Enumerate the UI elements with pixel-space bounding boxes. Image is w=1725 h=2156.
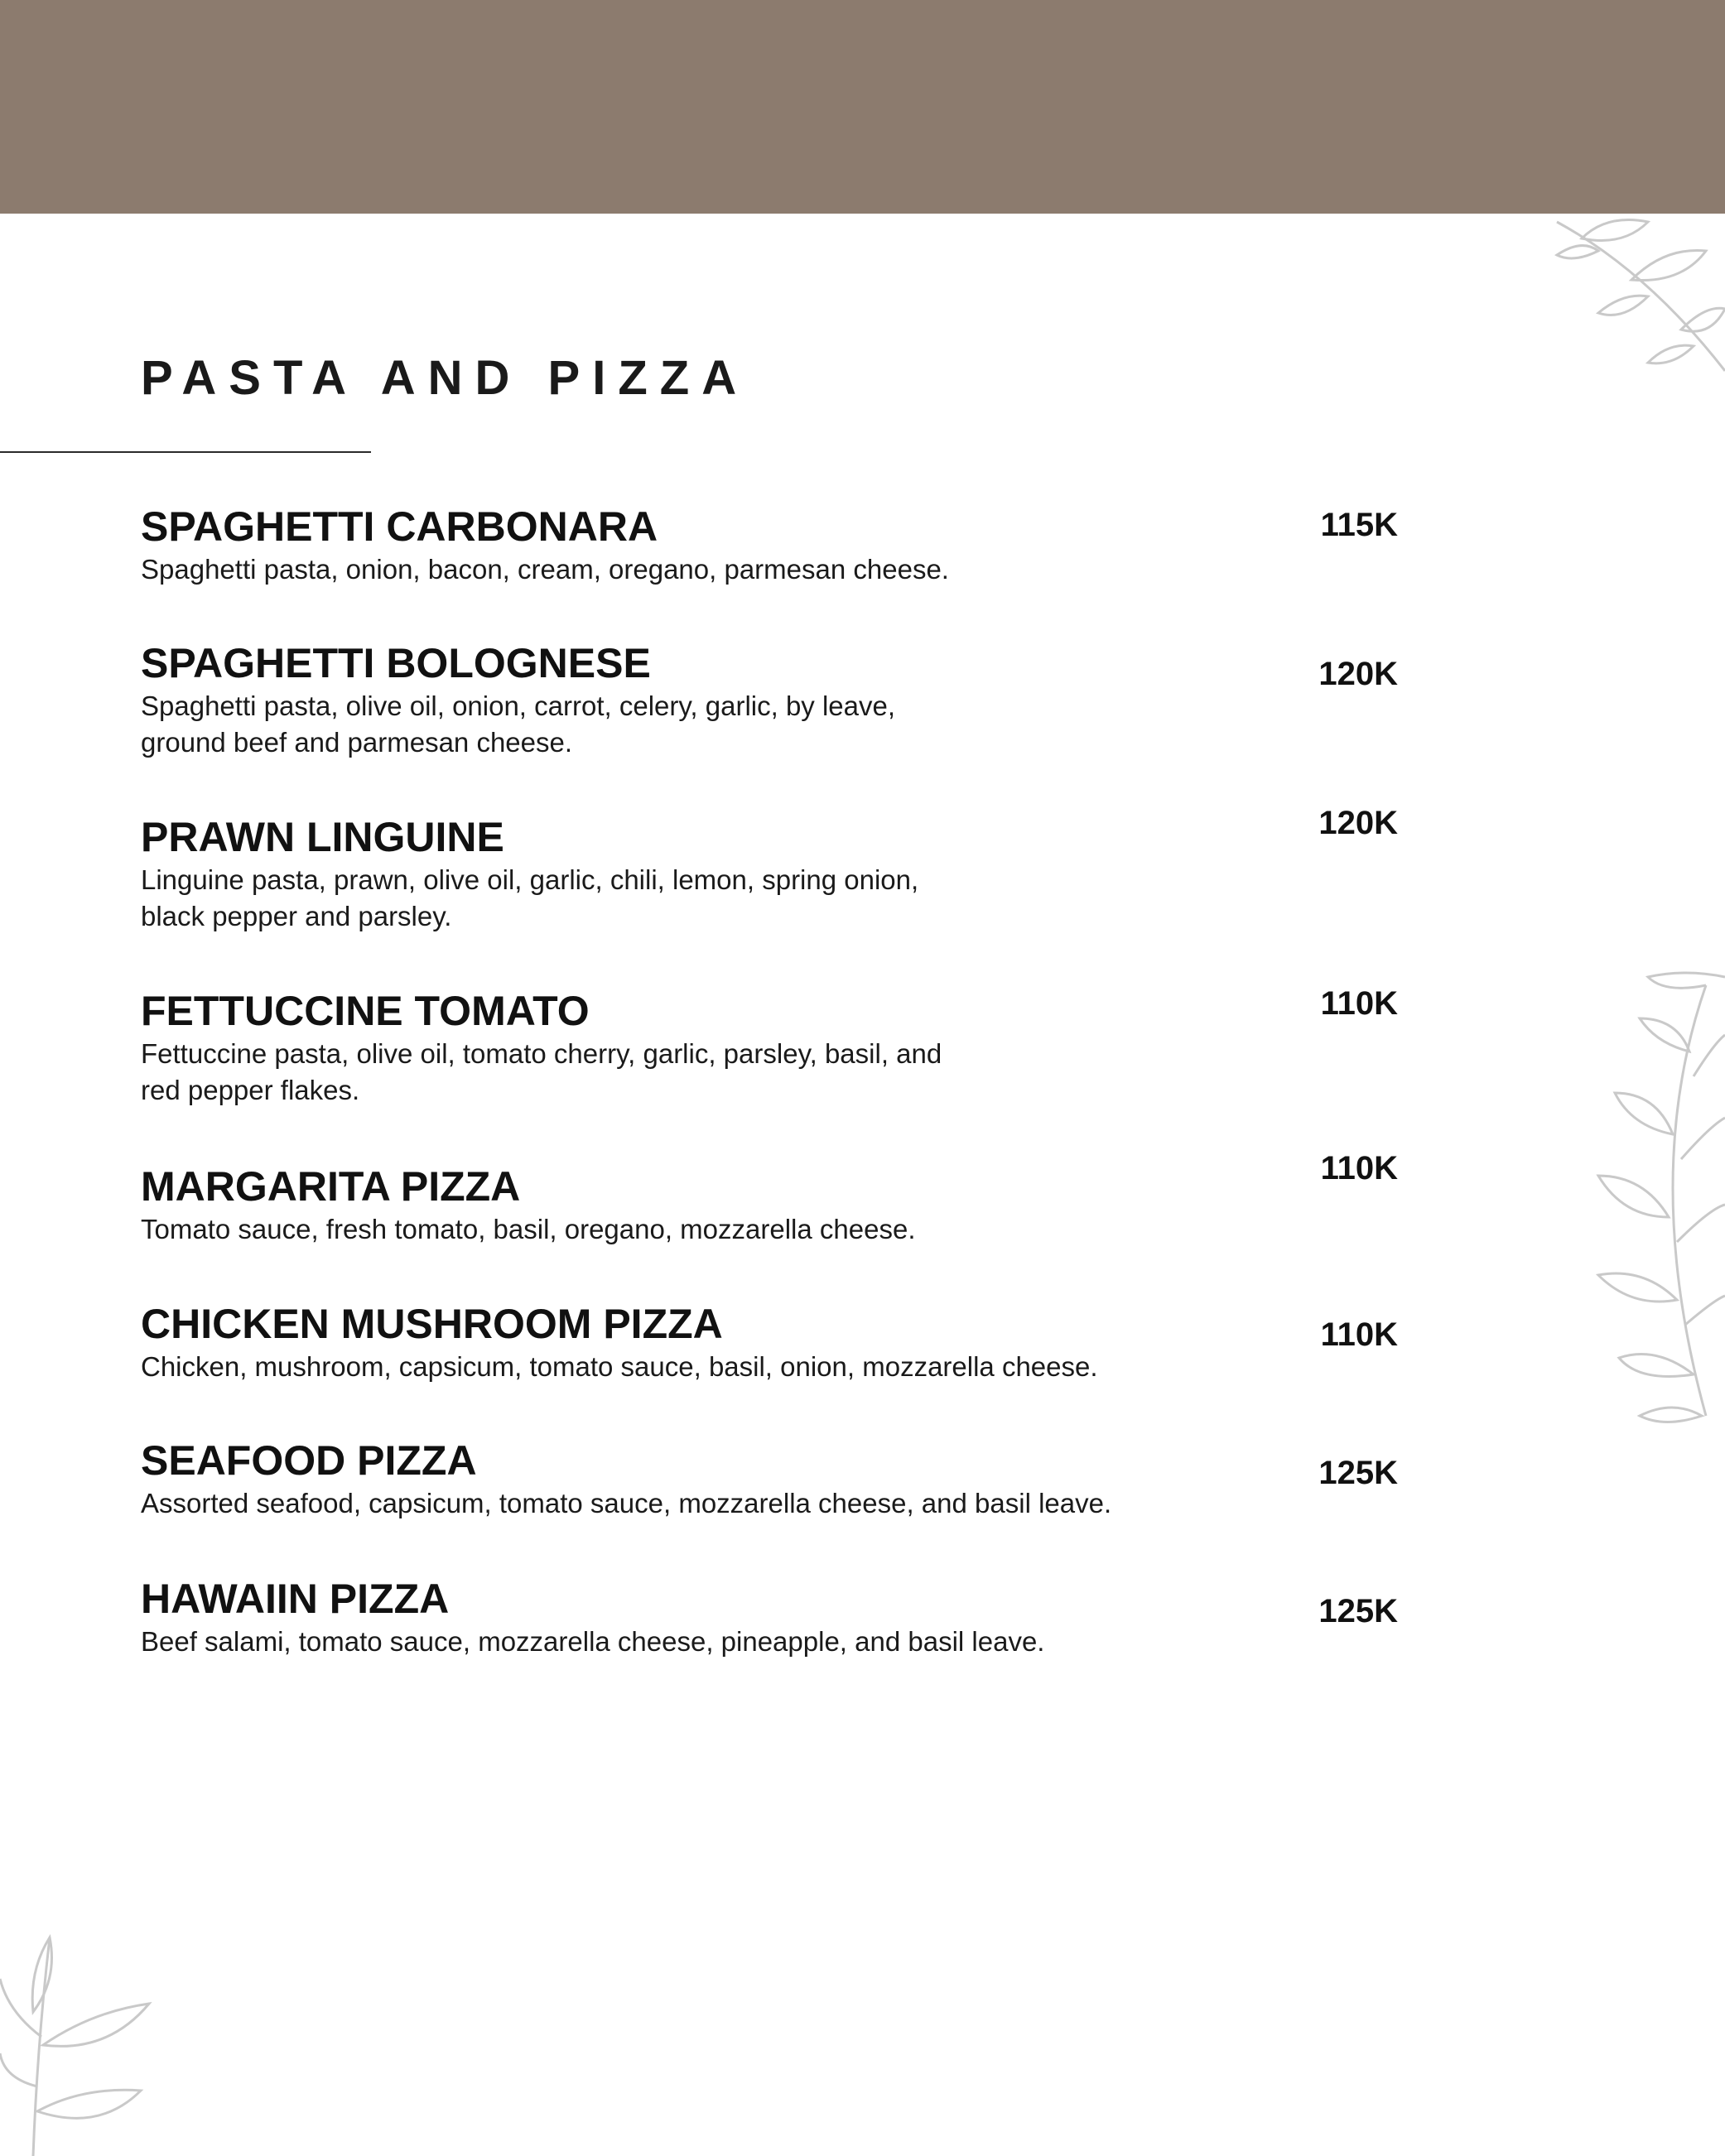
- item-description: Spaghetti pasta, olive oil, onion, carrot, celery, garlic, by leave, ground beef and parmesan cheese.: [141, 691, 896, 758]
- item-name: SPAGHETTI BOLOGNESE: [141, 640, 651, 686]
- item-price: 125K: [1318, 1455, 1398, 1491]
- item-price: 110K: [1320, 1150, 1398, 1186]
- menu-item: [141, 988, 1433, 1109]
- menu-item: [141, 1301, 1433, 1385]
- item-name: MARGARITA PIZZA: [141, 1163, 521, 1210]
- item-price: 120K: [1318, 656, 1398, 692]
- item-price: 120K: [1318, 805, 1398, 841]
- title-divider: [0, 451, 371, 453]
- leaf-branch-bottom-left-icon: [0, 1921, 157, 2156]
- header-band: [0, 0, 1725, 214]
- item-price: 115K: [1320, 507, 1398, 543]
- item-name: SEAFOOD PIZZA: [141, 1437, 477, 1484]
- leaf-branch-right-icon: [1540, 969, 1725, 1432]
- item-description: Tomato sauce, fresh tomato, basil, oregano, mozzarella cheese.: [141, 1214, 916, 1244]
- menu-item: [141, 640, 1433, 761]
- item-description: Fettuccine pasta, olive oil, tomato cherry, garlic, parsley, basil, and red pepper flakes.: [141, 1038, 942, 1105]
- menu-item: [141, 814, 1433, 935]
- menu-item: [141, 1576, 1433, 1660]
- item-name: HAWAIIN PIZZA: [141, 1576, 450, 1622]
- item-name: FETTUCCINE TOMATO: [141, 988, 590, 1034]
- item-description: Spaghetti pasta, onion, bacon, cream, oregano, parmesan cheese.: [141, 554, 949, 585]
- item-price: 125K: [1318, 1593, 1398, 1629]
- item-name: PRAWN LINGUINE: [141, 814, 504, 860]
- page-title: PASTA AND PIZZA: [141, 351, 749, 405]
- menu-item: [141, 503, 1433, 588]
- item-description: Assorted seafood, capsicum, tomato sauce, mozzarella cheese, and basil leave.: [141, 1488, 1112, 1518]
- leaf-branch-top-right-icon: [1549, 214, 1725, 379]
- item-description: Beef salami, tomato sauce, mozzarella cheese, pineapple, and basil leave.: [141, 1626, 1045, 1657]
- menu-item: [141, 1163, 1433, 1248]
- item-name: SPAGHETTI CARBONARA: [141, 503, 658, 550]
- item-description: Linguine pasta, prawn, olive oil, garlic, chili, lemon, spring onion, black pepper and parsley.: [141, 864, 919, 931]
- item-description: Chicken, mushroom, capsicum, tomato sauce, basil, onion, mozzarella cheese.: [141, 1351, 1098, 1382]
- menu-item: [141, 1437, 1433, 1522]
- item-price: 110K: [1320, 1316, 1398, 1353]
- item-price: 110K: [1320, 985, 1398, 1022]
- item-name: CHICKEN MUSHROOM PIZZA: [141, 1301, 723, 1347]
